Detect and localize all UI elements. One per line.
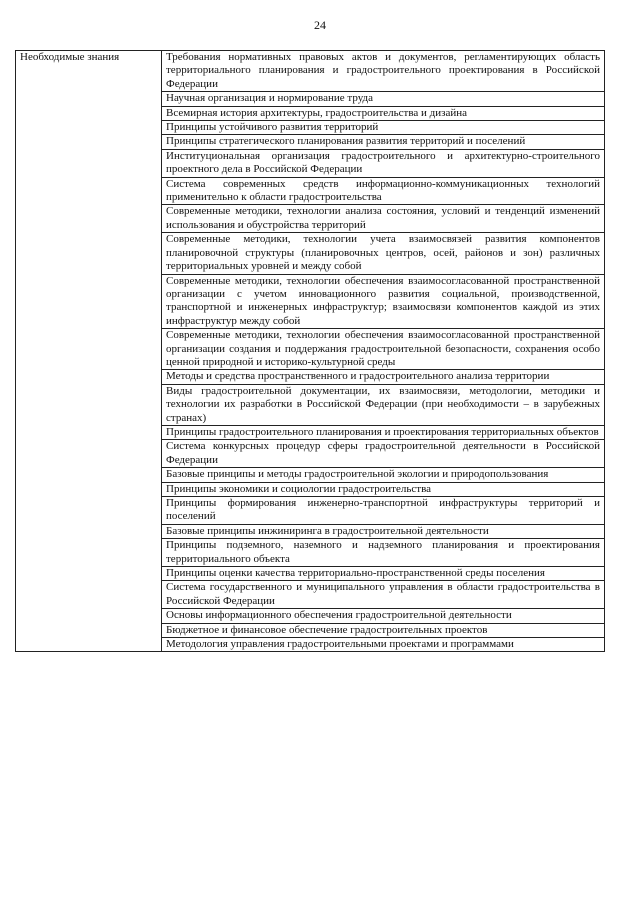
knowledge-item: Современные методики, технологии обеспечения взаимосогласованной пространственной организации с учетом инновационного развития социальной, производственной, транспортной и инженерных инфраструктур; взаимосвязи компонентов каждой из этих инфраструктур между собой xyxy=(162,274,605,329)
table-row xyxy=(16,51,605,92)
knowledge-item: Требования нормативных правовых актов и документов, регламентирующих область территориального планирования и градостроительного проектирования в Российской Федерации xyxy=(162,51,605,92)
requirements-table-body xyxy=(16,51,605,652)
knowledge-item: Принципы стратегического планирования развития территорий и поселений xyxy=(162,135,605,149)
knowledge-item: Принципы устойчивого развития территорий xyxy=(162,121,605,135)
knowledge-item: Базовые принципы и методы градостроительной экологии и природопользования xyxy=(162,468,605,482)
knowledge-item: Современные методики, технологии анализа состояния, условий и тенденций изменений использования и обустройства территорий xyxy=(162,205,605,233)
page-number: 24 xyxy=(314,18,326,32)
knowledge-item: Виды градостроительной документации, их взаимосвязи, методологии, методики и технологии их разработки в Российской Федерации (при необходимости – в зарубежных странах) xyxy=(162,384,605,425)
knowledge-item: Принципы формирования инженерно-транспортной инфраструктуры территорий и поселений xyxy=(162,497,605,525)
knowledge-item: Научная организация и нормирование труда xyxy=(162,92,605,106)
knowledge-item: Методы и средства пространственного и градостроительного анализа территории xyxy=(162,370,605,384)
knowledge-item: Институциональная организация градостроительного и архитектурно-строительного проектного дела в Российской Федерации xyxy=(162,149,605,177)
knowledge-item: Всемирная история архитектуры, градостроительства и дизайна xyxy=(162,106,605,120)
knowledge-item: Современные методики, технологии учета взаимосвязей развития компонентов планировочной структуры (планировочных центров, осей, районов и зон) различных территориальных уровней и между собой xyxy=(162,233,605,274)
knowledge-item: Методология управления градостроительными проектами и программами xyxy=(162,638,605,652)
knowledge-item: Основы информационного обеспечения градостроительной деятельности xyxy=(162,609,605,623)
knowledge-item: Принципы подземного, наземного и надземного планирования и проектирования территориального объекта xyxy=(162,539,605,567)
knowledge-item: Принципы градостроительного планирования и проектирования территориальных объектов xyxy=(162,425,605,439)
knowledge-item: Система современных средств информационно-коммуникационных технологий применительно к области градостроительства xyxy=(162,177,605,205)
knowledge-item: Система государственного и муниципального управления в области градостроительства в Российской Федерации xyxy=(162,581,605,609)
knowledge-item: Бюджетное и финансовое обеспечение градостроительных проектов xyxy=(162,623,605,637)
row-label-required-knowledge: Необходимые знания xyxy=(16,51,162,652)
knowledge-item: Современные методики, технологии обеспечения взаимосогласованной пространственной организации создания и поддержания градостроительной безопасности, сохранения особо ценной природной и историко-культурной среды xyxy=(162,329,605,370)
knowledge-item: Базовые принципы инжиниринга в градостроительной деятельности xyxy=(162,524,605,538)
knowledge-item: Принципы оценки качества территориально-пространственной среды поселения xyxy=(162,567,605,581)
knowledge-item: Принципы экономики и социологии градостроительства xyxy=(162,482,605,496)
knowledge-item: Система конкурсных процедур сферы градостроительной деятельности в Российской Федерации xyxy=(162,440,605,468)
requirements-table xyxy=(15,50,605,652)
